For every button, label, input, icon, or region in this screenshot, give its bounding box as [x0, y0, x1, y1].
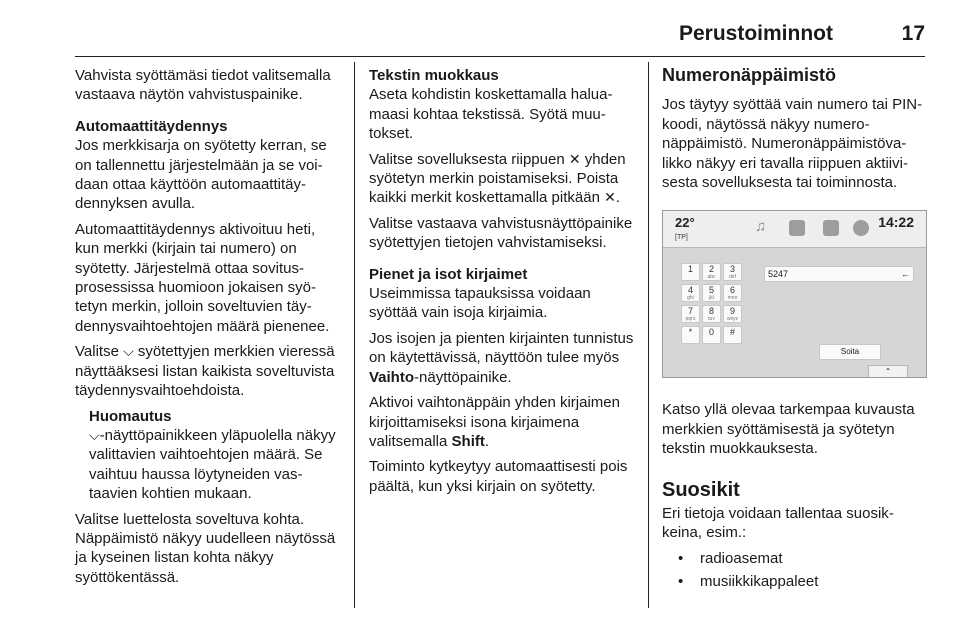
key-letters: wxyz: [726, 316, 739, 323]
note-text: [89, 426, 343, 504]
button-name: Shift: [451, 432, 485, 450]
key-digit: *: [688, 327, 693, 338]
key-letters: def: [729, 274, 736, 281]
key-digit: 1: [687, 264, 693, 275]
close-icon: ✕: [604, 189, 616, 206]
paragraph: Automaattitäydennys aktivoituu heti, kun merkki (kirjain tai numero) on syötetty. Järjestelmä ottaa sovitusprosessissa huomioon jokaisen syötetyn merkin, jolloin soveltuvien täydennysvaihtoehtojen määrä pienenee.: [75, 220, 330, 335]
paragraph: [369, 393, 635, 451]
keypad-key: [681, 284, 700, 302]
close-icon: ✕: [568, 150, 581, 167]
text: Aktivoi vaihtonäppäin yhden kirjaimen kirjoittamiseksi isona kirjaimena valitsemalla: [369, 394, 620, 450]
keypad-key: [702, 305, 721, 323]
key-digit: 2: [708, 264, 714, 275]
key-digit: 7: [687, 306, 693, 317]
key-digit: #: [729, 327, 735, 338]
call-button: Soita: [819, 344, 881, 360]
phone-icon: [789, 220, 805, 236]
keypad-key: [681, 326, 700, 344]
favourites-list: [662, 549, 927, 592]
chapter-title: Perustoiminnot: [678, 22, 833, 45]
note-heading: Huomautus: [89, 407, 172, 425]
column-middle: [369, 66, 635, 502]
page-number: 17: [901, 22, 925, 45]
paragraph: Useimmissa tapauksissa voidaan syöttää vain isoja kirjaimia.: [369, 285, 591, 322]
keypad-key: [723, 284, 742, 302]
key-letters: pqrs: [685, 316, 696, 323]
key-digit: 4: [687, 285, 693, 296]
paragraph: [369, 329, 635, 387]
key-letters: abc: [707, 274, 716, 281]
keypad-key: [723, 263, 742, 281]
list-item: • radioasemat: [662, 549, 927, 568]
key-letters: ghi: [687, 295, 694, 302]
paragraph: Vahvista syöttämäsi tiedot valitsemalla vastaava näytön vahvistuspainike.: [75, 67, 331, 104]
keypad-key: [723, 326, 742, 344]
key-letters: jkl: [709, 295, 714, 302]
apps-icon: [823, 220, 839, 236]
key-letters: mno: [727, 295, 738, 302]
list-item: • musiikkikappaleet: [662, 572, 927, 591]
paragraph: Jos merkkisarja on syötetty kerran, se on tallennettu järjestelmään ja se voidaan ottaa käyttöön automaattitäydennyksen avulla.: [75, 137, 327, 213]
keypad-key: [723, 305, 742, 323]
section-heading-numeric-keypad: Numeronäppäimistö: [662, 65, 837, 85]
backspace-icon: ←: [901, 269, 910, 280]
keypad-key: [681, 263, 700, 281]
keypad-key: [702, 326, 721, 344]
column-right: [662, 66, 927, 596]
status-bar: [663, 211, 926, 248]
keypad-screenshot: [662, 210, 927, 378]
section-heading-text-editing: Tekstin muokkaus: [369, 67, 499, 84]
text: Valitse: [75, 343, 119, 361]
column-divider: [648, 62, 649, 608]
text: -näyttöpainikkeen yläpuolella näkyy valittavien vaihtoehtojen määrä. Se vaihtuu haussa löytyneiden vastaavien kohtien mukaan.: [89, 426, 336, 503]
key-digit: 9: [729, 306, 735, 317]
key-digit: 8: [708, 306, 714, 317]
info-icon: [853, 220, 869, 236]
number-input: [764, 266, 914, 282]
text: .: [484, 432, 490, 450]
chevron-down-icon: ⌵: [123, 343, 134, 360]
keypad: [681, 263, 774, 357]
temperature: 22°: [675, 215, 695, 231]
tp-indicator: [TP]: [675, 234, 688, 242]
text: Valitse sovelluksesta riippuen: [369, 150, 565, 168]
paragraph: Valitse luettelosta soveltuva kohta. Näppäimistö näkyy uudelleen näytössä ja kyseinen listan kohta näkyy syöttökentässä.: [75, 510, 336, 586]
page-header: [75, 16, 925, 57]
text: .: [615, 189, 620, 207]
paragraph: Toiminto kytkeytyy automaattisesti pois päältä, kun yksi kirjain on syötetty.: [369, 458, 628, 495]
key-digit: 0: [708, 327, 714, 338]
note-box: [89, 407, 343, 504]
paragraph: Jos täytyy syöttää vain numero tai PIN-koodi, näytössä näkyy numeronäppäimistö. Numeronäppäimistövalikko näkyy eri tavalla riippuen aktiivisesta sovelluksesta tai toiminnosta.: [662, 96, 923, 192]
keypad-key: [702, 284, 721, 302]
text: -näyttöpainike.: [414, 368, 512, 386]
key-digit: 3: [729, 264, 735, 275]
paragraph: [369, 150, 635, 208]
key-digit: 6: [729, 285, 735, 296]
key-letters: tuv: [708, 316, 715, 323]
paragraph: Aseta kohdistin koskettamalla haluamaasi kohtaa tekstissä. Syötä muutokset.: [369, 86, 613, 143]
button-name: Vaihto: [369, 368, 415, 386]
chevron-down-icon: ⌵: [89, 426, 100, 443]
column-left: [75, 66, 343, 593]
key-digit: 5: [708, 285, 714, 296]
paragraph: Eri tietoja voidaan tallentaa suosikkeina, esim.:: [662, 505, 894, 542]
paragraph: Valitse vastaava vahvistusnäyttöpainike syötettyjen tietojen vahvistamiseksi.: [369, 214, 633, 252]
section-heading-favourites: Suosikit: [662, 478, 740, 501]
column-divider: [354, 62, 355, 608]
text: Jos isojen ja pienten kirjainten tunnistus on käytettävissä, näyttöön tulee myös: [369, 329, 634, 367]
clock: 14:22: [878, 214, 914, 231]
keypad-key: [681, 305, 700, 323]
chevron-up-icon: ⌃: [868, 365, 908, 377]
section-heading-autocomplete: Automaattitäydennys: [75, 117, 228, 135]
text: syötettyjen merkkien vieressä näyttääksesi listan kaikista soveltuvista täydennysvaihtoehdoista.: [75, 343, 335, 400]
paragraph: [75, 342, 343, 400]
keypad-key: [702, 263, 721, 281]
text: yhden syötetyn merkin poistamiseksi. Poista kaikki merkit koskettamalla pitkään: [369, 150, 626, 207]
section-heading-letter-case: Pienet ja isot kirjaimet: [369, 265, 528, 283]
paragraph: Katso yllä olevaa tarkempaa kuvausta merkkien syöttämisestä ja syötetyn tekstin muokkauksesta.: [662, 401, 915, 458]
music-icon: ♫: [755, 218, 767, 236]
input-value: 5247: [768, 269, 789, 280]
